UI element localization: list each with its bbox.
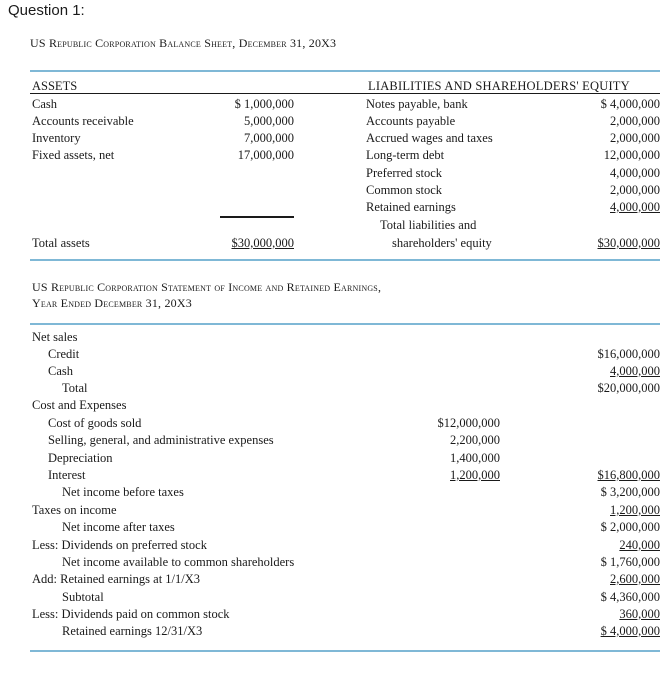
cogs-label: Cost of goods sold bbox=[48, 416, 142, 430]
credit-label: Credit bbox=[48, 347, 80, 361]
liability-value: $ 4,000,000 bbox=[600, 97, 660, 111]
asset-label: Cash bbox=[32, 97, 57, 111]
re-begin-label: Add: Retained earnings at 1/1/X3 bbox=[32, 572, 201, 586]
liability-label: Long-term debt bbox=[366, 148, 445, 162]
taxes-value: 1,200,000 bbox=[610, 503, 660, 517]
income-title-1: US Republic Corporation Statement of Income and Retained Earnings, bbox=[32, 280, 382, 294]
total-expenses-value: $16,800,000 bbox=[597, 468, 660, 482]
depreciation-value: 1,400,000 bbox=[450, 451, 500, 465]
liability-label: Notes payable, bank bbox=[366, 97, 468, 111]
net-sales-label: Net sales bbox=[32, 330, 78, 344]
total-assets-value: $30,000,000 bbox=[231, 236, 294, 250]
cost-header: Cost and Expenses bbox=[32, 398, 127, 412]
assets-header: ASSETS bbox=[32, 79, 78, 93]
ni-common-label: Net income available to common shareholders bbox=[62, 555, 295, 569]
cash-label: Cash bbox=[48, 364, 73, 378]
balance-bottom-rule bbox=[30, 259, 660, 261]
header-underline bbox=[30, 93, 660, 94]
pref-div-label: Less: Dividends on preferred stock bbox=[32, 538, 207, 552]
liability-label: Accrued wages and taxes bbox=[366, 131, 493, 145]
taxes-label: Taxes on income bbox=[32, 503, 117, 517]
asset-value: 5,000,000 bbox=[244, 114, 294, 128]
liability-value: 2,000,000 bbox=[610, 183, 660, 197]
top-rule bbox=[30, 70, 660, 72]
liability-value: 2,000,000 bbox=[610, 131, 660, 145]
liability-label: Preferred stock bbox=[366, 166, 443, 180]
liability-label: Retained earnings bbox=[366, 200, 456, 214]
depreciation-label: Depreciation bbox=[48, 451, 113, 465]
liability-value: 2,000,000 bbox=[610, 114, 660, 128]
common-div-label: Less: Dividends paid on common stock bbox=[32, 607, 230, 621]
nibt-label: Net income before taxes bbox=[62, 485, 184, 499]
sga-value: 2,200,000 bbox=[450, 433, 500, 447]
asset-label: Fixed assets, net bbox=[32, 148, 115, 162]
credit-value: $16,000,000 bbox=[597, 347, 660, 361]
total-assets-label: Total assets bbox=[32, 236, 90, 250]
cogs-value: $12,000,000 bbox=[437, 416, 500, 430]
assets-sum-line bbox=[220, 216, 294, 218]
income-title-2: Year Ended December 31, 20X3 bbox=[32, 296, 192, 310]
balance-sheet-title: US Republic Corporation Balance Sheet, December 31, 20X3 bbox=[30, 36, 337, 50]
common-div-value: 360,000 bbox=[619, 607, 660, 621]
re-begin-value: 2,600,000 bbox=[610, 572, 660, 586]
income-top-rule bbox=[30, 323, 660, 325]
cash-value: 4,000,000 bbox=[610, 364, 660, 378]
asset-value: 7,000,000 bbox=[244, 131, 294, 145]
asset-value: 17,000,000 bbox=[237, 148, 294, 162]
liability-value: 12,000,000 bbox=[603, 148, 660, 162]
nibt-value: $ 3,200,000 bbox=[600, 485, 660, 499]
pref-div-value: 240,000 bbox=[619, 538, 660, 552]
asset-value: $ 1,000,000 bbox=[234, 97, 294, 111]
niat-label: Net income after taxes bbox=[62, 520, 175, 534]
total-liab-label-1: Total liabilities and bbox=[380, 218, 477, 232]
asset-label: Inventory bbox=[32, 131, 81, 145]
total-liab-label-2: shareholders' equity bbox=[392, 236, 492, 250]
liability-label: Accounts payable bbox=[366, 114, 456, 128]
sga-label: Selling, general, and administrative expenses bbox=[48, 433, 274, 447]
interest-value: 1,200,000 bbox=[450, 468, 500, 482]
total-value: $20,000,000 bbox=[597, 381, 660, 395]
liability-value: 4,000,000 bbox=[610, 200, 660, 214]
liability-label: Common stock bbox=[366, 183, 443, 197]
ni-common-value: $ 1,760,000 bbox=[600, 555, 660, 569]
re-end-value: $ 4,000,000 bbox=[600, 624, 660, 638]
subtotal-label: Subtotal bbox=[62, 590, 104, 604]
total-label: Total bbox=[62, 381, 88, 395]
liabilities-header: LIABILITIES AND SHAREHOLDERS' EQUITY bbox=[368, 79, 630, 93]
total-liab-value: $30,000,000 bbox=[597, 236, 660, 250]
asset-label: Accounts receivable bbox=[32, 114, 134, 128]
subtotal-value: $ 4,360,000 bbox=[600, 590, 660, 604]
question-heading: Question 1: bbox=[8, 2, 85, 19]
income-bottom-rule bbox=[30, 650, 660, 652]
re-end-label: Retained earnings 12/31/X3 bbox=[62, 624, 203, 638]
interest-label: Interest bbox=[48, 468, 86, 482]
liability-value: 4,000,000 bbox=[610, 166, 660, 180]
niat-value: $ 2,000,000 bbox=[600, 520, 660, 534]
